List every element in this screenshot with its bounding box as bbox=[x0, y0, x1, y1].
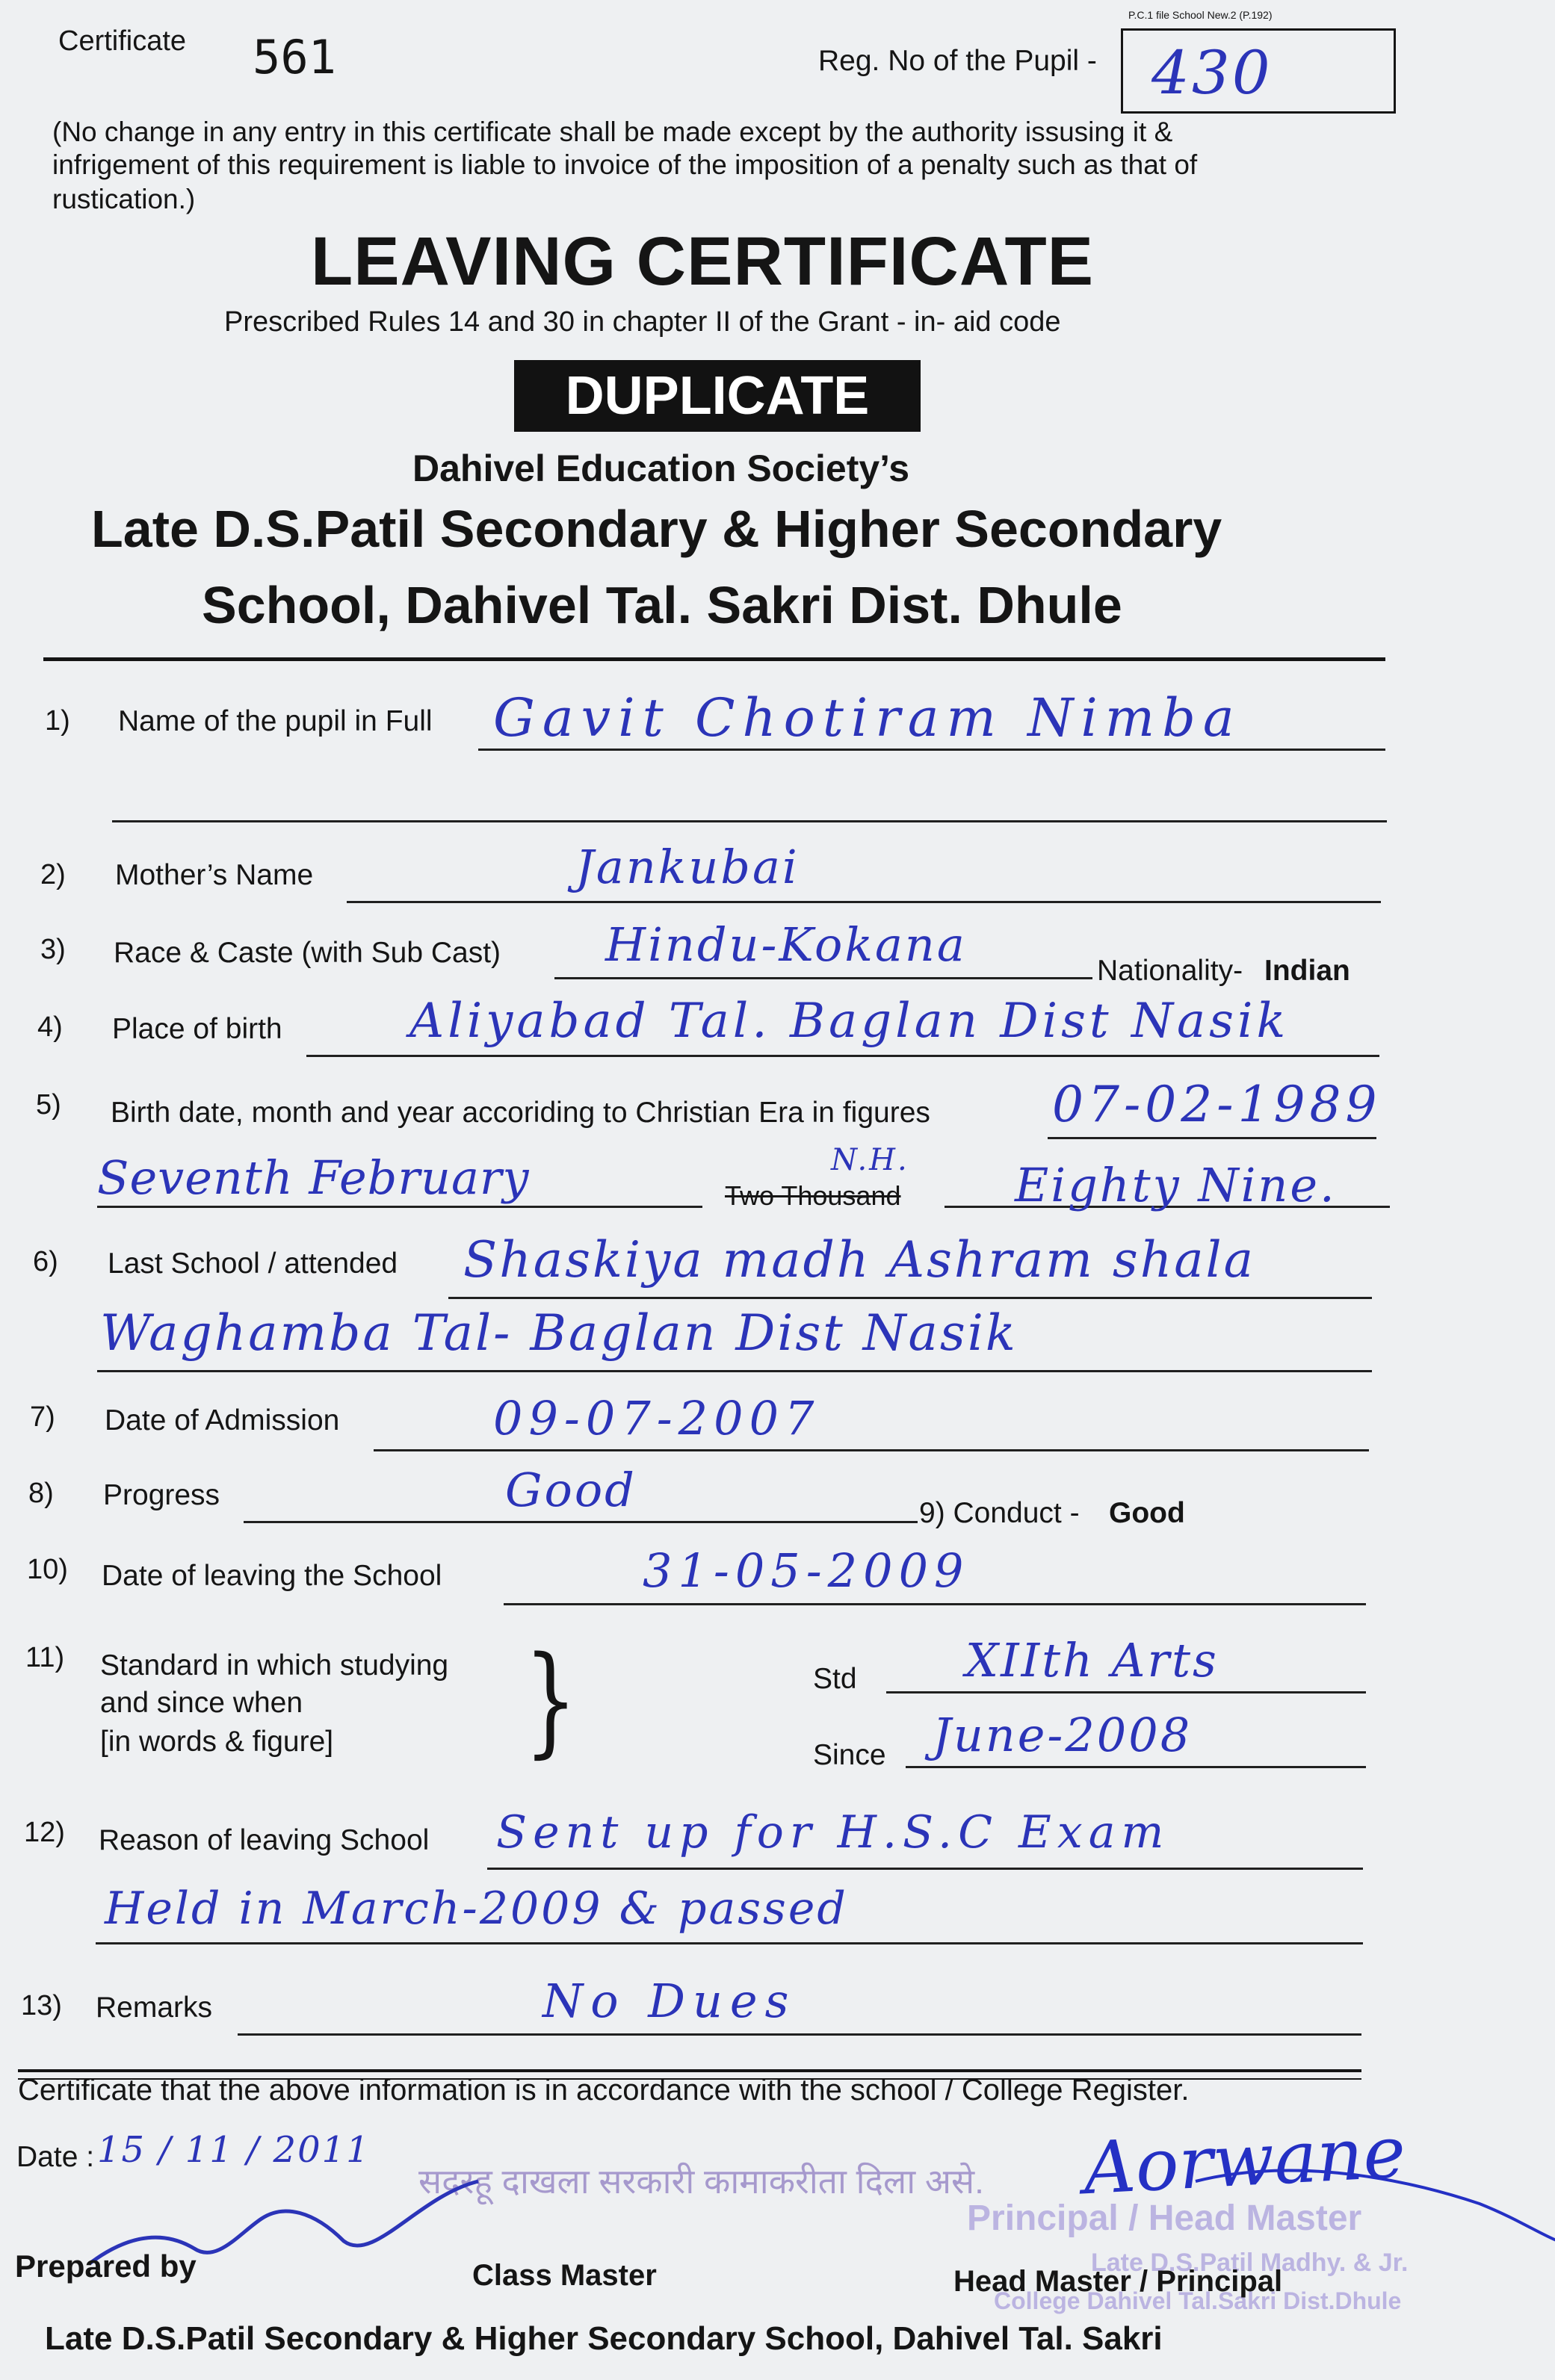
prescribed-rules: Prescribed Rules 14 and 30 in chapter II of the Grant - in- aid code bbox=[224, 306, 1061, 338]
reg-number-value: 430 bbox=[1151, 38, 1273, 108]
principal-stamp-line-1: Principal / Head Master bbox=[967, 2198, 1362, 2238]
field-6-label: Last School / attended bbox=[108, 1248, 398, 1280]
certificate-label: Certificate bbox=[58, 25, 187, 57]
field-6-value-line-2: Waghamba Tal- Baglan Dist Nasik bbox=[100, 1304, 1018, 1362]
field-13-number: 13) bbox=[21, 1990, 62, 2021]
date-value: 15 / 11 / 2011 bbox=[97, 2129, 371, 2171]
field-10-line bbox=[504, 1603, 1366, 1605]
field-2-line bbox=[347, 901, 1381, 903]
field-4-value: Aliyabad Tal. Baglan Dist Nasik bbox=[409, 994, 1290, 1049]
notice-line-2: infrigement of this requirement is liable to invoice of the imposition of a penalty such as that of bbox=[52, 149, 1198, 180]
field-7-number: 7) bbox=[30, 1401, 55, 1433]
field-3-line bbox=[554, 977, 1092, 979]
field-11-label-line-1: Standard in which studying bbox=[100, 1649, 449, 1682]
field-8-label: Progress bbox=[103, 1479, 220, 1511]
std-label: Std bbox=[813, 1663, 857, 1695]
header-divider bbox=[43, 657, 1385, 661]
field-7-value: 09-07-2007 bbox=[493, 1391, 820, 1445]
field-1-number: 1) bbox=[45, 705, 70, 737]
field-12-line-2 bbox=[96, 1942, 1363, 1944]
field-13-value: No Dues bbox=[542, 1974, 797, 2028]
field-11-label-line-3: [in words & figure] bbox=[100, 1726, 334, 1758]
field-13-line bbox=[238, 2033, 1361, 2036]
field-10-label: Date of leaving the School bbox=[102, 1560, 442, 1592]
principal-signature-tail bbox=[1196, 2171, 1555, 2241]
field-8-line bbox=[244, 1521, 918, 1523]
field-4-line bbox=[306, 1055, 1379, 1057]
field-5-value: 07-02-1989 bbox=[1052, 1076, 1382, 1133]
principal-stamp-line-2: Late D.S.Patil Madhy. & Jr. bbox=[1091, 2249, 1409, 2277]
field-7-label: Date of Admission bbox=[105, 1404, 340, 1437]
duplicate-badge bbox=[514, 360, 921, 432]
since-label: Since bbox=[813, 1739, 886, 1771]
field-5-insert-text: N.H. bbox=[831, 1143, 909, 1177]
principal-signature: Aorwane bbox=[1081, 2110, 1408, 2211]
date-label: Date : bbox=[16, 2141, 95, 2173]
field-3-label: Race & Caste (with Sub Cast) bbox=[114, 937, 501, 969]
field-11-number: 11) bbox=[25, 1642, 65, 1673]
field-1-line bbox=[478, 749, 1385, 751]
field-3-number: 3) bbox=[40, 934, 66, 965]
field-9-value: Good bbox=[1109, 1497, 1185, 1529]
rubber-stamp-text: सदरहू दाखला सरकारी कामाकरीता दिला असे. bbox=[418, 2162, 984, 2201]
field-5-words-day-month: Seventh February bbox=[97, 1150, 530, 1205]
field-2-label: Mother’s Name bbox=[115, 859, 314, 891]
field-5-number: 5) bbox=[36, 1089, 61, 1121]
field-4-number: 4) bbox=[37, 1011, 63, 1043]
field-10-value: 31-05-2009 bbox=[643, 1543, 970, 1598]
field-6-number: 6) bbox=[33, 1246, 58, 1277]
school-footer-name: Late D.S.Patil Secondary & Higher Secondary School, Dahivel Tal. Sakri bbox=[45, 2320, 1163, 2357]
field-4-label: Place of birth bbox=[112, 1013, 282, 1045]
field-3-value: Hindu-Kokana bbox=[605, 917, 967, 972]
since-value: June-2008 bbox=[933, 1708, 1193, 1762]
since-line bbox=[906, 1766, 1366, 1768]
field-9-label: 9) Conduct - bbox=[919, 1497, 1080, 1529]
principal-stamp-line-3: College Dahivel Tal.Sakri Dist.Dhule bbox=[994, 2287, 1402, 2314]
reg-number-box bbox=[1121, 28, 1396, 114]
field-12-label: Reason of leaving School bbox=[99, 1824, 430, 1856]
field-2-number: 2) bbox=[40, 859, 66, 890]
field-10-number: 10) bbox=[27, 1554, 68, 1585]
field-11-brace: } bbox=[524, 1630, 578, 1770]
notice-line-3: rustication.) bbox=[52, 184, 196, 214]
school-name-line-2: School, Dahivel Tal. Sakri Dist. Dhule bbox=[202, 576, 1122, 634]
field-12-value-line-1: Sent up for H.S.C Exam bbox=[496, 1806, 1170, 1859]
field-11-label-line-2: and since when bbox=[100, 1687, 303, 1719]
std-line bbox=[886, 1691, 1366, 1693]
society-name: Dahivel Education Society’s bbox=[412, 447, 910, 489]
signature-flourish bbox=[75, 2151, 1555, 2293]
document-title: LEAVING CERTIFICATE bbox=[311, 223, 1095, 300]
field-5-line-2 bbox=[97, 1206, 702, 1208]
notice-line-1: (No change in any entry in this certificate shall be made except by the authority issusing it & bbox=[52, 117, 1173, 147]
field-1-line-2 bbox=[112, 820, 1387, 822]
field-7-line bbox=[374, 1449, 1369, 1451]
field-1-label: Name of the pupil in Full bbox=[118, 705, 433, 737]
nationality-label: Nationality- bbox=[1097, 955, 1243, 987]
prepared-by: Prepared by bbox=[15, 2249, 197, 2284]
field-8-value: Good bbox=[505, 1463, 637, 1517]
field-5-label: Birth date, month and year accoriding to Christian Era in figures bbox=[111, 1097, 930, 1129]
class-master: Class Master bbox=[472, 2259, 657, 2292]
field-6-line bbox=[448, 1297, 1372, 1299]
field-12-value-line-2: Held in March-2009 & passed bbox=[105, 1882, 848, 1935]
certify-statement: Certificate that the above information is in accordance with the school / College Register. bbox=[18, 2074, 1190, 2107]
nationality-value: Indian bbox=[1264, 955, 1350, 987]
form-code: P.C.1 file School New.2 (P.192) bbox=[1128, 9, 1273, 21]
field-5-words-year: Eighty Nine. bbox=[1015, 1158, 1337, 1212]
certificate-number: 561 bbox=[253, 30, 336, 84]
field-1-value: Gavit Chotiram Nimba bbox=[493, 687, 1242, 749]
field-8-number: 8) bbox=[28, 1478, 54, 1509]
duplicate-label: DUPLICATE bbox=[565, 366, 870, 426]
field-13-label: Remarks bbox=[96, 1992, 213, 2024]
field-6-line-2 bbox=[97, 1370, 1372, 1372]
field-12-line bbox=[487, 1868, 1363, 1870]
std-value: XIIth Arts bbox=[965, 1633, 1219, 1688]
head-master-principal: Head Master / Principal bbox=[953, 2265, 1283, 2298]
field-5-struck-text: Two Thousand bbox=[725, 1180, 901, 1211]
field-12-number: 12) bbox=[24, 1817, 65, 1848]
field-2-value: Jankubai bbox=[575, 840, 800, 894]
reg-label: Reg. No of the Pupil - bbox=[818, 45, 1097, 77]
school-name-line-1: Late D.S.Patil Secondary & Higher Secondary bbox=[91, 500, 1222, 558]
field-6-value-line-1: Shaskiya madh Ashram shala bbox=[463, 1231, 1256, 1289]
field-5-line bbox=[1048, 1137, 1376, 1139]
